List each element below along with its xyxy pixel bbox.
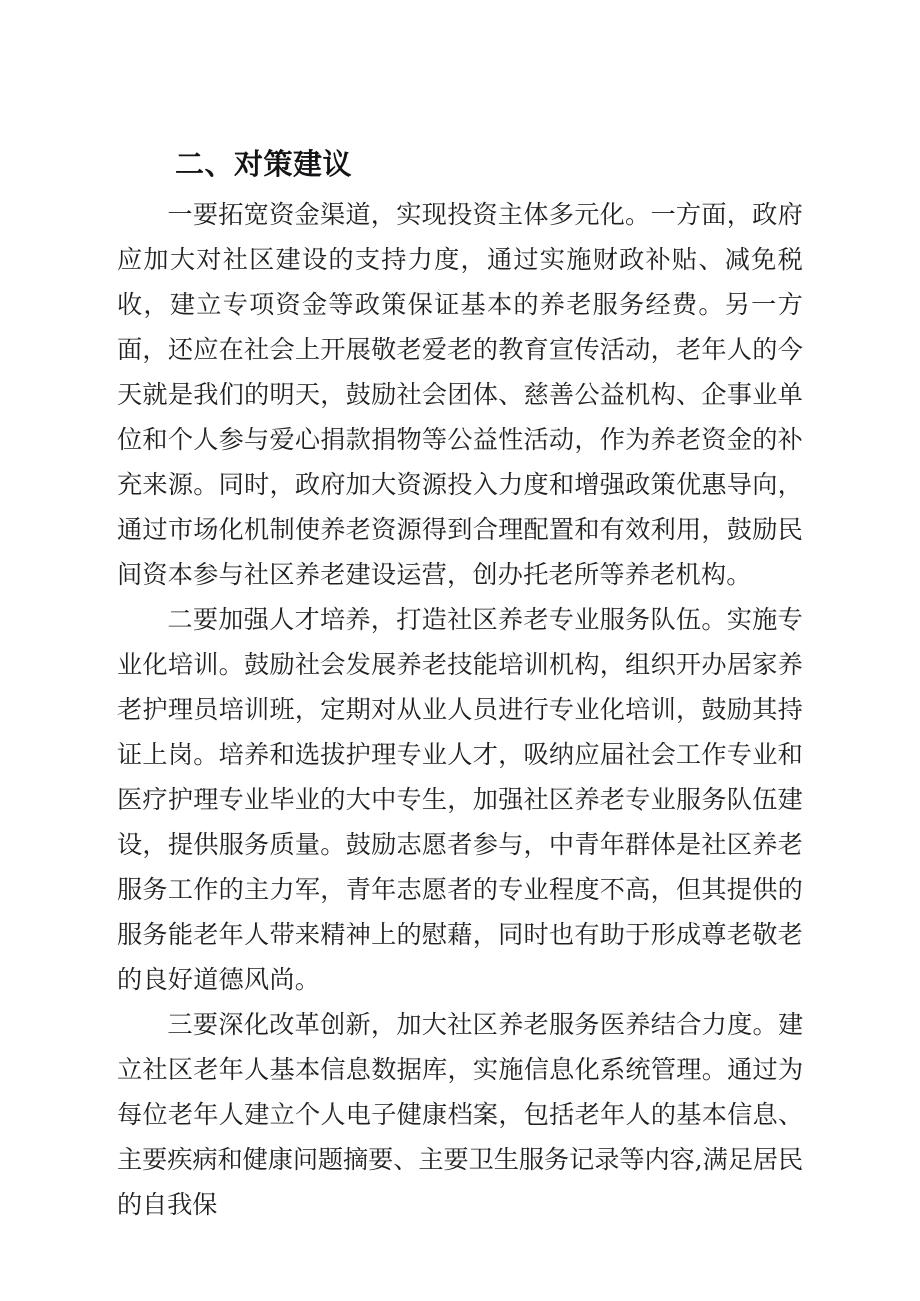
body-paragraph-2: 二要加强人才培养，打造社区养老专业服务队伍。实施专业化培训。鼓励社会发展养老技能培训机构，组织开办居家养老护理员培训班，定期对从业人员进行专业化培训，鼓励其持证上岗。培养和选拔护理专业人才，吸纳应届社会工作专业和医疗护理专业毕业的大中专生，加强社区养老专业服务队伍建设，提供服务质量。鼓励志愿者参与，中青年群体是社区养老服务工作的主力军，青年志愿者的专业程度不高，但其提供的服务能老年人带来精神上的慰藉，同时也有助于形成尊老敬老的良好道德风尚。 bbox=[117, 605, 803, 994]
body-paragraph-1: 一要拓宽资金渠道，实现投资主体多元化。一方面，政府应加大对社区建设的支持力度，通过实施财政补贴、减免税收，建立专项资金等政策保证基本的养老服务经费。另一方面，还应在社会上开展敬老爱老的教育宣传活动，老年人的今天就是我们的明天，鼓励社会团体、慈善公益机构、企事业单位和个人参与爱心捐款捐物等公益性活动，作为养老资金的补充来源。同时，政府加大资源投入力度和增强政策优惠导向，通过市场化机制使养老资源得到合理配置和有效利用，鼓励民间资本参与社区养老建设运营，创办托老所等养老机构。 bbox=[117, 200, 803, 589]
section-heading: 二、对策建议 bbox=[175, 147, 353, 181]
document-body bbox=[117, 142, 803, 1227]
body-paragraph-3: 三要深化改革创新，加大社区养老服务医养结合力度。建立社区老年人基本信息数据库，实施信息化系统管理。通过为每位老年人建立个人电子健康档案，包括老年人的基本信息、主要疾病和健康问题摘要、主要卫生服务记录等内容,满足居民的自我保 bbox=[117, 1010, 803, 1219]
